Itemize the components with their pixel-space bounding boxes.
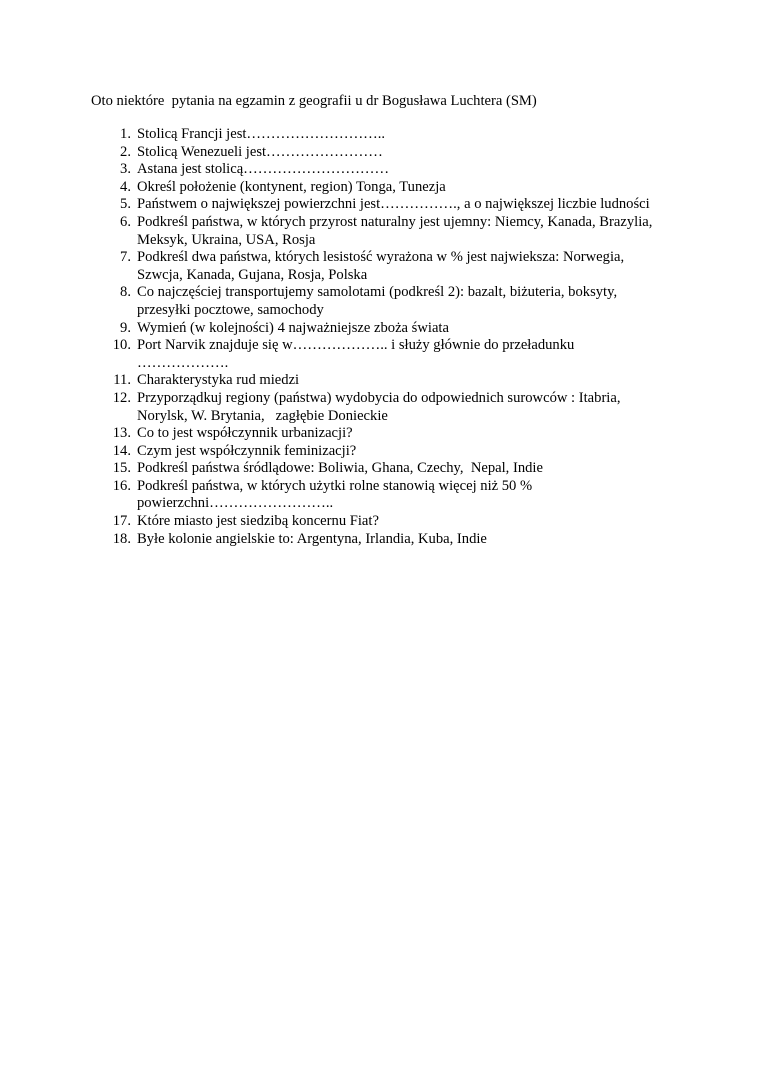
question-number: 14. — [112, 442, 131, 459]
question-number: 4. — [120, 178, 131, 195]
question-text: Określ położenie (kontynent, region) Tonga, Tunezja — [137, 178, 446, 195]
question-item — [106, 179, 666, 197]
question-text: Co to jest współczynnik urbanizacji? — [137, 425, 353, 442]
question-number: 18. — [112, 530, 131, 547]
question-number: 16. — [112, 477, 131, 494]
question-item — [106, 320, 666, 338]
question-number: 13. — [112, 425, 131, 442]
question-number: 5. — [120, 196, 131, 213]
question-number: 17. — [112, 513, 131, 530]
question-item — [106, 531, 666, 549]
question-number: 7. — [120, 249, 131, 266]
question-number: 8. — [120, 284, 131, 301]
question-number: 10. — [112, 337, 131, 354]
question-list — [106, 126, 666, 548]
question-item — [106, 513, 666, 531]
question-item — [106, 443, 666, 461]
question-text: Czym jest współczynnik feminizacji? — [137, 442, 357, 459]
question-item — [106, 372, 666, 390]
question-item — [106, 460, 666, 478]
question-number: 9. — [120, 319, 131, 336]
question-text: Przyporządkuj regiony (państwa) wydobycia do odpowiednich surowców : Itabria, Norylsk, W. Brytania, zagłębie Donieckie — [137, 389, 625, 424]
question-number: 3. — [120, 161, 131, 178]
question-number: 15. — [112, 460, 131, 477]
question-text: Charakterystyka rud miedzi — [137, 372, 300, 389]
question-item — [106, 390, 666, 425]
question-number: 6. — [120, 213, 131, 230]
question-text: Podkreśl państwa, w których użytki rolne stanowią więcej niż 50 % powierzchni…………………….. — [137, 477, 536, 512]
question-item — [106, 144, 666, 162]
question-item — [106, 249, 666, 284]
question-text: Port Narvik znajduje się w……………….. i służy głównie do przeładunku ………………. — [137, 337, 578, 371]
question-item — [106, 337, 666, 372]
question-text: Stolicą Francji jest……………………….. — [137, 126, 386, 142]
question-text: Byłe kolonie angielskie to: Argentyna, Irlandia, Kuba, Indie — [137, 530, 487, 547]
question-text: Podkreśl państwa, w których przyrost naturalny jest ujemny: Niemcy, Kanada, Brazylia, Meksyk, Ukraina, USA, Rosja — [137, 213, 657, 248]
question-item — [106, 161, 666, 179]
question-number: 12. — [112, 389, 131, 406]
question-text: Stolicą Wenezueli jest…………………… — [137, 143, 383, 160]
question-text: Wymień (w kolejności) 4 najważniejsze zboża świata — [137, 319, 449, 336]
question-item — [106, 214, 666, 249]
question-text: Podkreśl dwa państwa, których lesistość wyrażona w % jest najwieksza: Norwegia, Szwcja, Kanada, Gujana, Rosja, Polska — [137, 249, 628, 283]
question-text: Co najczęściej transportujemy samolotami (podkreśl 2): bazalt, biżuteria, boksyty, przesyłki pocztowe, samochody — [137, 284, 621, 318]
question-number: 2. — [120, 143, 131, 160]
intro-paragraph: Oto niektóre pytania na egzamin z geografii u dr Bogusława Luchtera (SM) — [91, 93, 537, 109]
question-text: Podkreśl państwa śródlądowe: Boliwia, Ghana, Czechy, Nepal, Indie — [137, 460, 543, 477]
question-item — [106, 478, 666, 513]
question-item — [106, 284, 666, 319]
question-item — [106, 196, 666, 214]
question-item — [106, 425, 666, 443]
question-text: Astana jest stolicą………………………… — [137, 161, 390, 178]
question-text: Które miasto jest siedzibą koncernu Fiat? — [137, 513, 379, 530]
question-number: 11. — [113, 372, 131, 389]
question-number: 1. — [120, 126, 131, 142]
question-item — [106, 126, 666, 144]
question-text: Państwem o największej powierzchni jest……………., a o największej liczbie ludności — [137, 196, 650, 213]
